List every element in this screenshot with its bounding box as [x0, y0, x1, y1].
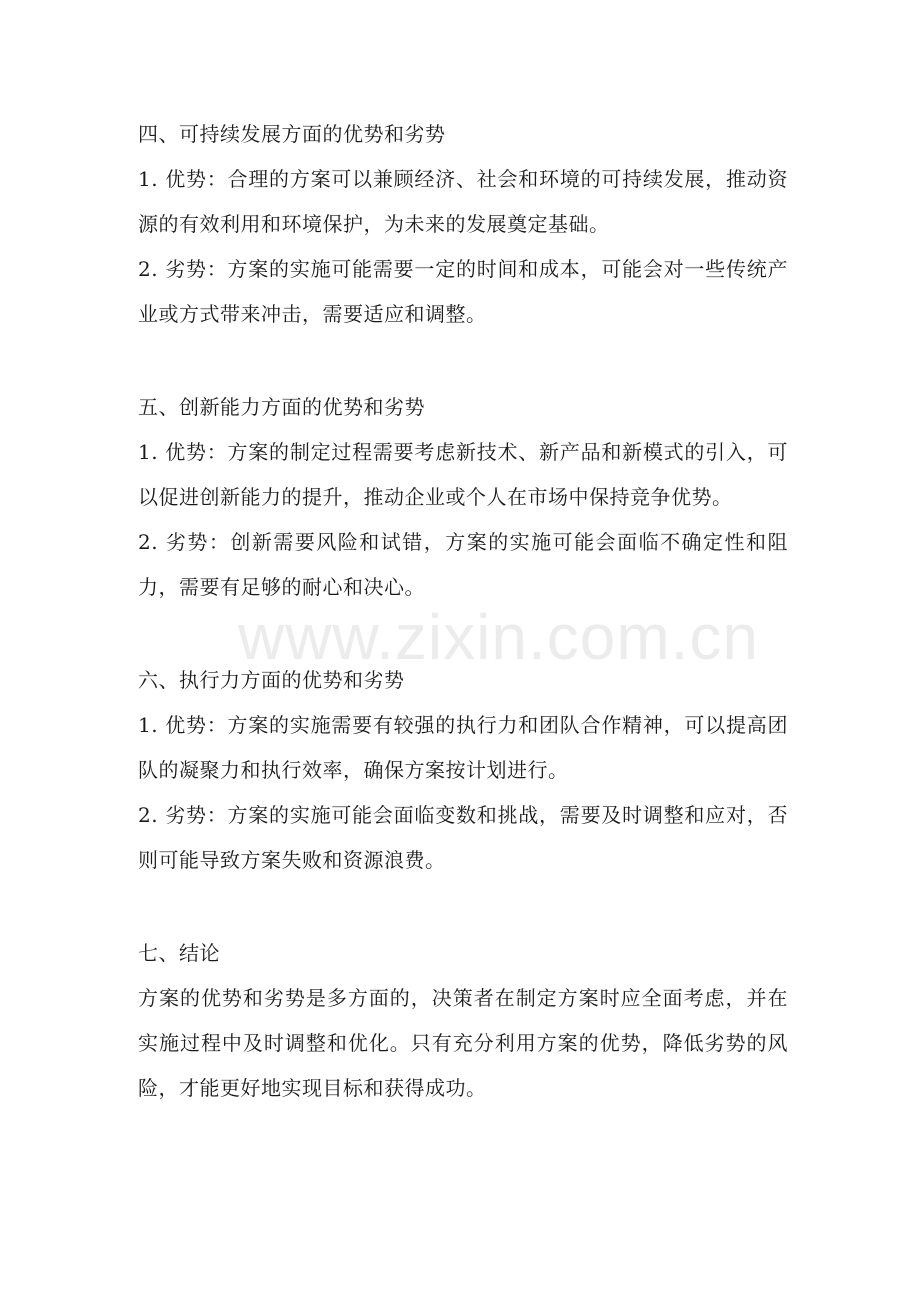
section-heading: 六、执行力方面的优势和劣势: [138, 668, 405, 692]
paragraph: 1. 优势：方案的制定过程需要考虑新技术、新产品和新模式的引入，可以促进创新能力的提升，推动企业或个人在市场中保持竞争优势。: [138, 440, 788, 509]
paragraph: 2. 劣势：方案的实施可能需要一定的时间和成本，可能会对一些传统产业或方式带来冲击，需要适应和调整。: [138, 257, 788, 326]
paragraph: 2. 劣势：创新需要风险和试错，方案的实施可能会面临不确定性和阻力，需要有足够的耐心和决心。: [138, 530, 788, 599]
document-body: [138, 112, 788, 1159]
section-heading: 五、创新能力方面的优势和劣势: [138, 395, 425, 419]
watermark: www.zixin.com.cn: [238, 601, 759, 673]
section-heading: 四、可持续发展方面的优势和劣势: [138, 122, 446, 146]
paragraph: 2. 劣势：方案的实施可能会面临变数和挑战，需要及时调整和应对，否则可能导致方案失败和资源浪费。: [138, 803, 788, 872]
paragraph: 1. 优势：方案的实施需要有较强的执行力和团队合作精神，可以提高团队的凝聚力和执行效率，确保方案按计划进行。: [138, 713, 788, 782]
section-execution: [138, 658, 788, 883]
section-heading: 七、结论: [138, 941, 220, 965]
paragraph: 方案的优势和劣势是多方面的，决策者在制定方案时应全面考虑，并在实施过程中及时调整和优化。只有充分利用方案的优势，降低劣势的风险，才能更好地实现目标和获得成功。: [138, 986, 788, 1100]
section-innovation: [138, 385, 788, 610]
section-conclusion: [138, 931, 788, 1111]
section-sustainability: [138, 112, 788, 337]
paragraph: 1. 优势：合理的方案可以兼顾经济、社会和环境的可持续发展，推动资源的有效利用和环境保护，为未来的发展奠定基础。: [138, 167, 788, 236]
